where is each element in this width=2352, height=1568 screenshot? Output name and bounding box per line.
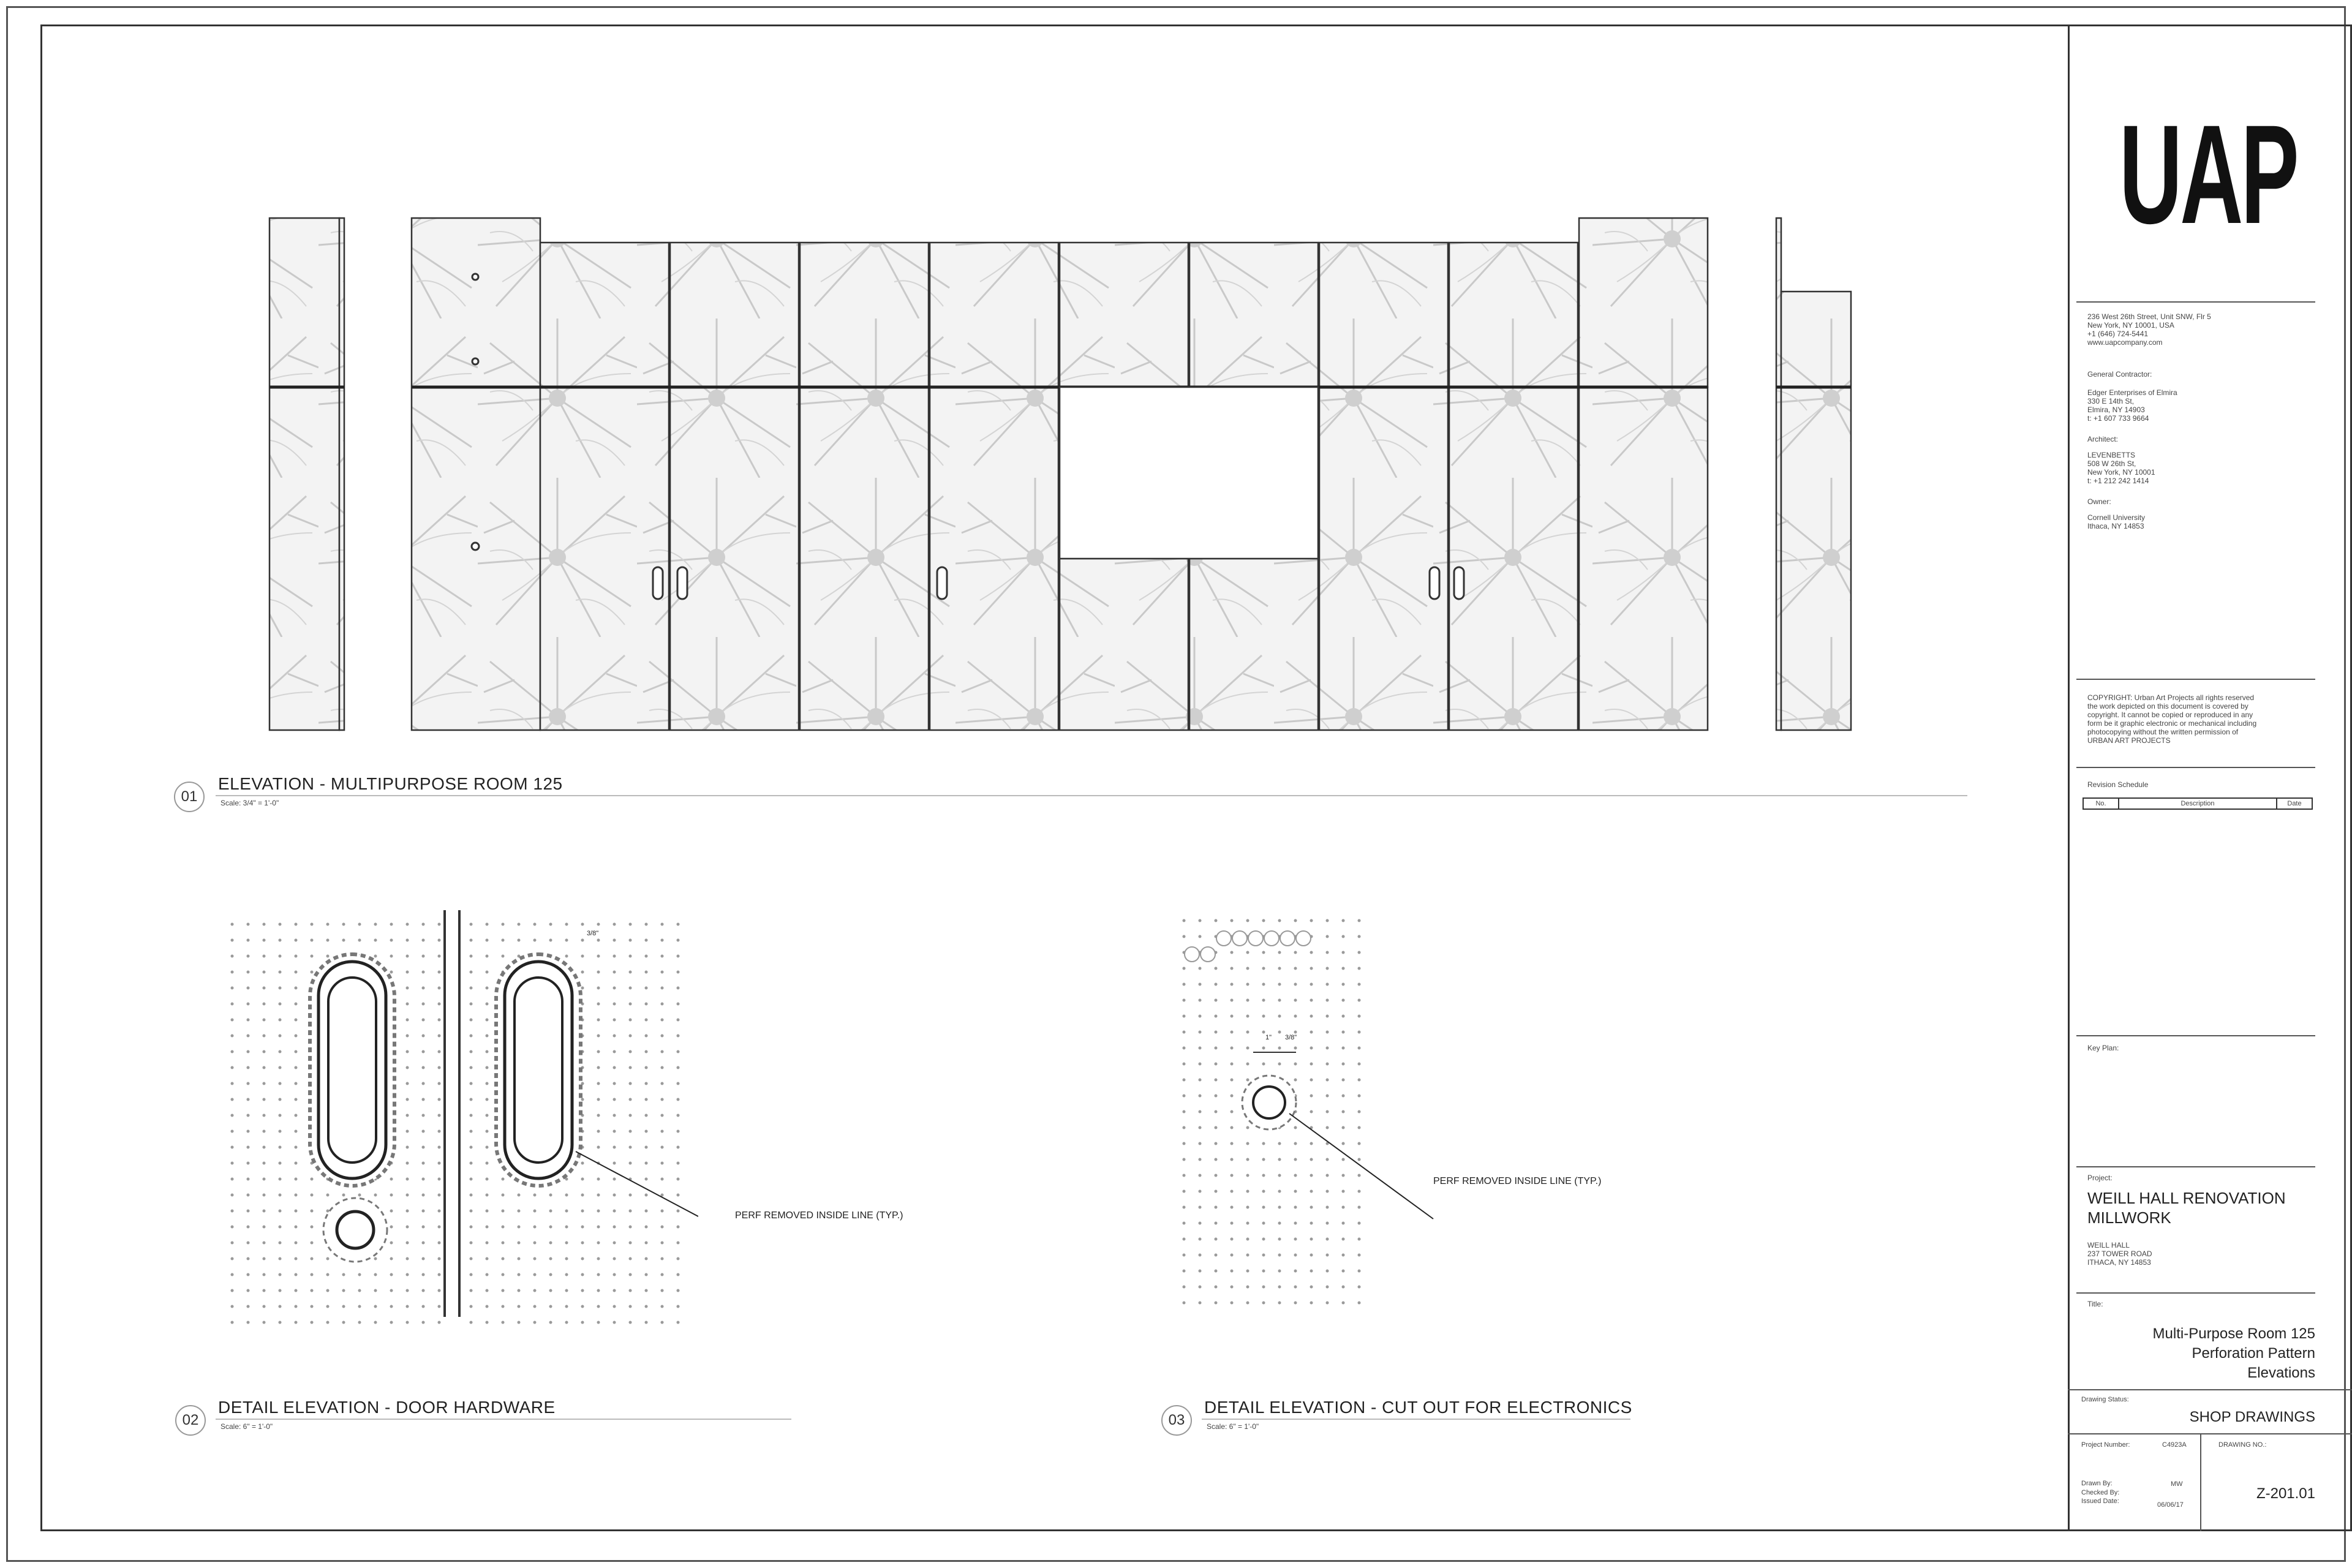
project-number-value: C4923A bbox=[2162, 1441, 2187, 1449]
view-number-01: 01 bbox=[174, 782, 205, 812]
project-name: WEILL HALL RENOVATION MILLWORK bbox=[2087, 1189, 2286, 1227]
checked-by-label: Checked By: bbox=[2081, 1489, 2120, 1496]
project-label: Project: bbox=[2087, 1174, 2113, 1182]
note-perf-removed-cutout: PERF REMOVED INSIDE LINE (TYP.) bbox=[1433, 1176, 1602, 1186]
dim-3-8-cutout: 3/8" bbox=[1285, 1034, 1297, 1041]
door-hardware-detail bbox=[208, 900, 698, 1329]
title-block-divider bbox=[2076, 1035, 2315, 1036]
title-block-divider bbox=[2068, 1433, 2352, 1434]
gc-info: Edger Enterprises of Elmira 330 E 14th St, Elmira, NY 14903 t: +1 607 733 9664 bbox=[2087, 388, 2177, 423]
view-scale-02: Scale: 6" = 1'-0" bbox=[221, 1422, 273, 1431]
revision-schedule-table bbox=[2082, 797, 2313, 810]
drawing-number: Z-201.01 bbox=[2256, 1485, 2315, 1502]
architect-info: LEVENBETTS 508 W 26th St, New York, NY 10001 t: +1 212 242 1414 bbox=[2087, 451, 2155, 485]
drawing-no-label: DRAWING NO.: bbox=[2218, 1441, 2267, 1449]
copyright-notice: COPYRIGHT: Urban Art Projects all rights reserved the work depicted on this document is covered by copyright. It cannot be copied or reproduced in any form be it graphic electronic or mechanical including photocopying without the written permission of URBAN ART PROJECTS bbox=[2087, 693, 2257, 745]
title-label: Title: bbox=[2087, 1300, 2103, 1308]
title-block-divider bbox=[2200, 1433, 2201, 1531]
drawing-status-label: Drawing Status: bbox=[2081, 1396, 2129, 1403]
drawn-by-value: MW bbox=[2171, 1480, 2183, 1488]
title-block-divider bbox=[2068, 1389, 2352, 1390]
uap-logo: UAP bbox=[2119, 96, 2297, 253]
view-number-03: 03 bbox=[1161, 1405, 1192, 1436]
title-block-divider bbox=[2076, 1166, 2315, 1167]
issued-date-label: Issued Date: bbox=[2081, 1498, 2119, 1505]
title-block-divider bbox=[2076, 1292, 2315, 1294]
view-title-rule bbox=[216, 1419, 791, 1420]
title-block-divider bbox=[2076, 767, 2315, 768]
view-scale-03: Scale: 6" = 1'-0" bbox=[1207, 1422, 1259, 1431]
view-title-02: DETAIL ELEVATION - DOOR HARDWARE bbox=[218, 1398, 556, 1417]
view-scale-01: Scale: 3/4" = 1'-0" bbox=[221, 799, 279, 807]
dim-3-8-door: 3/8" bbox=[587, 930, 599, 937]
title-block-divider bbox=[2076, 301, 2315, 303]
view-title-rule bbox=[216, 795, 1967, 796]
gc-label: General Contractor: bbox=[2087, 370, 2152, 379]
revision-col-description: Description bbox=[2119, 798, 2277, 809]
note-perf-removed-door: PERF REMOVED INSIDE LINE (TYP.) bbox=[735, 1210, 903, 1221]
elevation-drawing bbox=[0, 0, 2068, 796]
firm-address: 236 West 26th Street, Unit SNW, Flr 5 New York, NY 10001, USA +1 (646) 724-5441 www.uapcompany.com bbox=[2087, 312, 2211, 347]
drawn-by-label: Drawn By: bbox=[2081, 1480, 2113, 1487]
view-title-01: ELEVATION - MULTIPURPOSE ROOM 125 bbox=[218, 774, 563, 793]
drawing-status-value: SHOP DRAWINGS bbox=[2189, 1409, 2315, 1425]
architect-label: Architect: bbox=[2087, 435, 2119, 443]
electronics-cutout-detail bbox=[1176, 913, 1666, 1323]
owner-label: Owner: bbox=[2087, 497, 2111, 506]
project-number-label: Project Number: bbox=[2081, 1441, 2130, 1449]
dim-1-inch: 1" bbox=[1265, 1034, 1272, 1041]
issued-date-value: 06/06/17 bbox=[2157, 1501, 2184, 1509]
title-block-divider bbox=[2076, 679, 2315, 680]
leader-end bbox=[1433, 1219, 1438, 1220]
key-plan-label: Key Plan: bbox=[2087, 1044, 2119, 1052]
view-title-03: DETAIL ELEVATION - CUT OUT FOR ELECTRONICS bbox=[1204, 1398, 1632, 1417]
sheet-title: Multi-Purpose Room 125 Perforation Pattern Elevations bbox=[2152, 1325, 2315, 1381]
owner-info: Cornell University Ithaca, NY 14853 bbox=[2087, 513, 2146, 530]
revision-schedule-label: Revision Schedule bbox=[2087, 780, 2149, 789]
revision-col-date: Date bbox=[2277, 798, 2312, 809]
revision-col-no: No. bbox=[2083, 798, 2119, 809]
view-title-rule bbox=[1202, 1419, 1630, 1420]
project-address: WEILL HALL 237 TOWER ROAD ITHACA, NY 14853 bbox=[2087, 1241, 2152, 1267]
view-number-02: 02 bbox=[175, 1405, 206, 1436]
